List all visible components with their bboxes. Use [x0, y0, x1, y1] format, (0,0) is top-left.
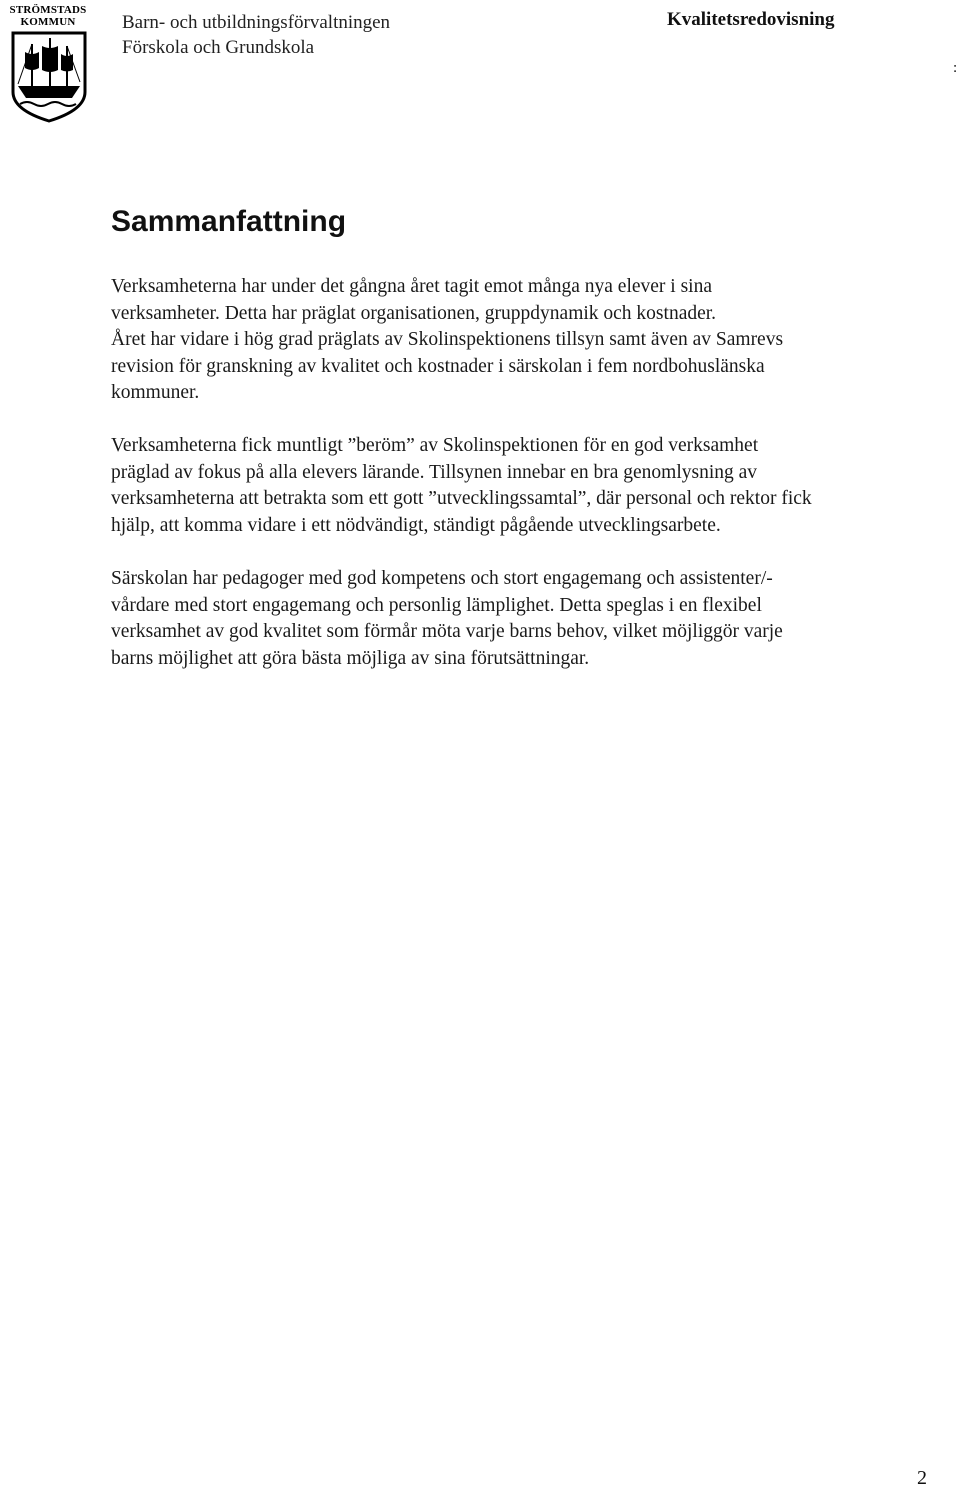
municipality-logo — [2, 4, 94, 124]
paragraph-1 — [111, 274, 783, 407]
logo-name-line-1: STRÖMSTADS — [9, 4, 87, 16]
paragraph-line: kommuner. — [111, 382, 200, 403]
header-colon: : — [953, 60, 958, 76]
report-title: Kvalitetsredovisning — [667, 9, 835, 30]
paragraph-line: verksamhet av god kvalitet som förmår möta varje barns behov, vilket möjliggör varje — [111, 621, 783, 642]
paragraph-line: hjälp, att komma vidare i ett nödvändigt, ständigt pågående utvecklingsarbete. — [111, 514, 721, 536]
paragraph-line: vårdare med stort engagemang och personlig lämplighet. Detta speglas i en flexibel — [111, 594, 762, 616]
unit-name: Förskola och Grundskola — [122, 37, 315, 58]
section-heading: Sammanfattning — [111, 205, 347, 238]
paragraph-3 — [111, 566, 783, 672]
paragraph-line: Verksamheterna fick muntligt ”beröm” av Skolinspektionen för en god verksamhet — [111, 435, 759, 456]
coat-of-arms-icon — [10, 30, 88, 124]
paragraph-2 — [111, 433, 812, 539]
paragraph-line: Verksamheterna har under det gångna året tagit emot många nya elever i sina — [111, 276, 712, 297]
paragraph-line: verksamheterna att betrakta som ett gott ”utvecklingssamtal”, där personal och rektor fick — [111, 488, 812, 509]
paragraph-line: verksamheter. Detta har präglat organisationen, gruppdynamik och kostnader. — [111, 302, 717, 324]
paragraph-line: präglad av fokus på alla elevers lärande. Tillsynen innebar en bra genomlysning av — [111, 461, 758, 483]
header-left — [122, 10, 390, 60]
paragraph-line: Särskolan har pedagoger med god kompetens och stort engagemang och assistenter/- — [111, 568, 773, 589]
paragraph-line: Året har vidare i hög grad präglats av Skolinspektionens tillsyn samt även av Samrevs — [111, 329, 784, 350]
page-number: 2 — [917, 1467, 927, 1489]
paragraph-line: revision för granskning av kvalitet och kostnader i särskolan i fem nordbohuslänska — [111, 355, 765, 377]
paragraph-line: barns möjlighet att göra bästa möjliga av sina förutsättningar. — [111, 647, 590, 669]
department-name: Barn- och utbildningsförvaltningen — [122, 12, 391, 33]
logo-name-line-2: KOMMUN — [20, 16, 76, 28]
